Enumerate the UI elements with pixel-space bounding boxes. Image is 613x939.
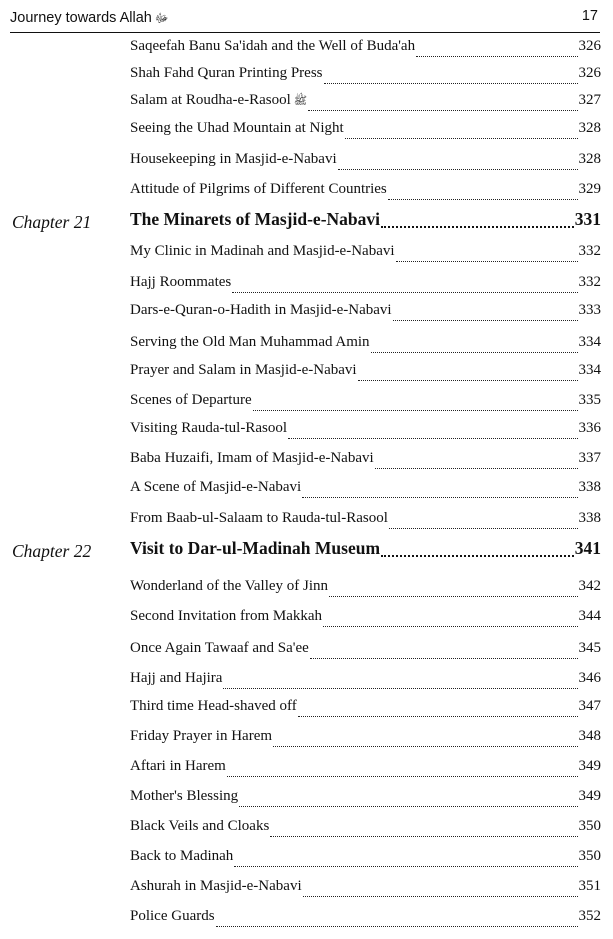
entry-title — [130, 758, 226, 775]
toc-entry — [130, 908, 601, 932]
book-title-text: Journey towards Allah — [10, 10, 152, 26]
dot-leader — [216, 925, 578, 927]
toc-entry — [130, 878, 601, 902]
dot-leader — [234, 865, 577, 867]
page-number: 17 — [581, 8, 598, 24]
toc-entry — [130, 578, 601, 602]
dot-leader — [253, 409, 578, 411]
chapter-heading-row — [130, 209, 601, 233]
dot-leader — [388, 198, 578, 200]
dot-leader — [396, 260, 578, 262]
entry-page-number: 332 — [578, 243, 601, 259]
chapter-page-number: 341 — [574, 538, 601, 558]
entry-page-number: 350 — [578, 848, 601, 864]
entry-page-number: 328 — [578, 120, 601, 136]
toc-entry — [130, 818, 601, 842]
dot-leader — [223, 687, 577, 689]
toc-entry — [130, 92, 601, 116]
dot-leader — [329, 595, 577, 597]
entry-page-number: 328 — [578, 151, 601, 167]
entry-title — [130, 38, 415, 55]
dot-leader — [381, 554, 574, 557]
entry-page-number: 335 — [578, 392, 601, 408]
entry-title — [130, 908, 215, 925]
entry-title-text: Ashurah in Masjid-e-Nabavi — [130, 878, 302, 894]
entry-title-text: Aftari in Harem — [130, 758, 226, 774]
entry-title-text: Housekeeping in Masjid-e-Nabavi — [130, 151, 337, 167]
entry-title — [130, 392, 252, 409]
toc-entry — [130, 392, 601, 416]
dot-leader — [298, 715, 578, 717]
entry-title-text: Third time Head-shaved off — [130, 698, 297, 714]
dot-leader — [381, 225, 574, 228]
entry-page-number: 329 — [578, 181, 601, 197]
entry-title — [130, 728, 272, 745]
entry-title-text: Serving the Old Man Muhammad Amin — [130, 334, 370, 350]
entry-title-text: Seeing the Uhad Mountain at Night — [130, 120, 344, 136]
entry-title — [130, 151, 337, 168]
toc-entry — [130, 274, 601, 298]
entry-title-text: Salam at Roudha-e-Rasool — [130, 92, 291, 108]
toc-entry — [130, 420, 601, 444]
entry-title — [130, 65, 323, 82]
entry-title — [130, 670, 222, 687]
entry-title-text: Dars-e-Quran-o-Hadith in Masjid-e-Nabavi — [130, 302, 392, 318]
honorific-glyph: ﷺ — [293, 95, 308, 107]
toc-entry — [130, 640, 601, 664]
toc-entry — [130, 608, 601, 632]
dot-leader — [338, 168, 578, 170]
chapter-page-number: 331 — [574, 209, 601, 229]
entry-page-number: 338 — [578, 510, 601, 526]
dot-leader — [270, 835, 577, 837]
toc-entry — [130, 243, 601, 267]
entry-title-text: Saqeefah Banu Sa'idah and the Well of Buda'ah — [130, 38, 416, 54]
dot-leader — [375, 467, 578, 469]
entry-page-number: 334 — [578, 334, 601, 350]
entry-page-number: 334 — [578, 362, 601, 378]
entry-title — [130, 479, 301, 496]
toc-entry — [130, 848, 601, 872]
entry-page-number: 333 — [578, 302, 601, 318]
honorific-glyph: ﷻ — [154, 11, 169, 25]
toc-entry — [130, 362, 601, 386]
entry-title — [130, 848, 233, 865]
entry-page-number: 332 — [578, 274, 601, 290]
entry-title-text: Visit to Dar-ul-Madinah Museum — [130, 538, 381, 558]
entry-title-text: The Minarets of Masjid-e-Nabavi — [130, 209, 380, 229]
toc-entry — [130, 510, 601, 534]
entry-title-text: Shah Fahd Quran Printing Press — [130, 65, 323, 81]
dot-leader — [324, 82, 578, 84]
toc-entry — [130, 38, 601, 62]
entry-page-number: 342 — [578, 578, 601, 594]
entry-title — [130, 640, 309, 657]
entry-title-text: Second Invitation from Makkah — [130, 608, 323, 624]
entry-title-text: My Clinic in Madinah and Masjid-e-Nabavi — [130, 243, 395, 259]
dot-leader — [273, 745, 577, 747]
entry-title-text: Black Veils and Cloaks — [130, 818, 270, 834]
toc-entry — [130, 728, 601, 752]
entry-title — [130, 243, 395, 260]
dot-leader — [303, 895, 578, 897]
dot-leader — [227, 775, 578, 777]
toc-entry — [130, 334, 601, 358]
entry-title-text: Mother's Blessing — [130, 788, 239, 804]
entry-title-text: A Scene of Masjid-e-Nabavi — [130, 479, 302, 495]
dot-leader — [239, 805, 577, 807]
entry-page-number: 346 — [578, 670, 601, 686]
dot-leader — [358, 379, 578, 381]
entry-page-number: 352 — [578, 908, 601, 924]
toc-entry — [130, 788, 601, 812]
chapter-label: Chapter 21 — [12, 212, 92, 232]
entry-title — [130, 334, 370, 351]
chapter-title — [130, 209, 380, 230]
entry-page-number: 347 — [578, 698, 601, 714]
entry-title-text: Scenes of Departure — [130, 392, 252, 408]
dot-leader — [288, 437, 577, 439]
chapter-heading-row — [130, 538, 601, 562]
chapter-title — [130, 538, 380, 559]
chapter-label: Chapter 22 — [12, 541, 92, 561]
entry-page-number: 349 — [578, 758, 601, 774]
dot-leader — [308, 109, 577, 111]
entry-page-number: 348 — [578, 728, 601, 744]
entry-title-text: Prayer and Salam in Masjid-e-Nabavi — [130, 362, 357, 378]
dot-leader — [302, 496, 577, 498]
dot-leader — [389, 527, 578, 529]
entry-title-text: Attitude of Pilgrims of Different Countries — [130, 181, 387, 197]
entry-title — [130, 698, 297, 715]
dot-leader — [371, 351, 578, 353]
entry-title-text: Visiting Rauda-tul-Rasool — [130, 420, 288, 436]
entry-title — [130, 92, 307, 110]
dot-leader — [416, 55, 577, 57]
entry-page-number: 336 — [578, 420, 601, 436]
entry-title — [130, 578, 328, 595]
entry-title — [130, 878, 302, 895]
toc-entry — [130, 479, 601, 503]
toc-entry — [130, 181, 601, 205]
entry-title-text: Back to Madinah — [130, 848, 234, 864]
toc-entry — [130, 65, 601, 89]
entry-page-number: 344 — [578, 608, 601, 624]
dot-leader — [393, 319, 578, 321]
dot-leader — [345, 137, 578, 139]
dot-leader — [323, 625, 577, 627]
entry-title — [130, 608, 322, 625]
entry-title-text: Baba Huzaifi, Imam of Masjid-e-Nabavi — [130, 450, 374, 466]
entry-page-number: 326 — [578, 38, 601, 54]
toc-entry — [130, 120, 601, 144]
entry-title — [130, 510, 388, 527]
toc-entry — [130, 758, 601, 782]
entry-title — [130, 302, 392, 319]
entry-title — [130, 420, 287, 437]
entry-title — [130, 362, 357, 379]
entry-title — [130, 818, 269, 835]
toc-entry — [130, 151, 601, 175]
entry-title-text: From Baab-ul-Salaam to Rauda-tul-Rasool — [130, 510, 388, 526]
entry-title-text: Friday Prayer in Harem — [130, 728, 273, 744]
entry-title — [130, 120, 344, 137]
entry-title-text: Once Again Tawaaf and Sa'ee — [130, 640, 309, 656]
toc-entry — [130, 698, 601, 722]
entry-page-number: 349 — [578, 788, 601, 804]
entry-page-number: 350 — [578, 818, 601, 834]
toc-entry — [130, 450, 601, 474]
dot-leader — [232, 291, 577, 293]
entry-page-number: 337 — [578, 450, 601, 466]
entry-page-number: 351 — [578, 878, 601, 894]
entry-title — [130, 450, 374, 467]
entry-title-text: Hajj Roommates — [130, 274, 232, 290]
entry-title — [130, 274, 231, 291]
entry-page-number: 338 — [578, 479, 601, 495]
entry-title — [130, 181, 387, 198]
entry-page-number: 327 — [578, 92, 601, 108]
toc-entry — [130, 670, 601, 694]
entry-title-text: Hajj and Hajira — [130, 670, 223, 686]
dot-leader — [310, 657, 578, 659]
entry-title — [130, 788, 238, 805]
entry-page-number: 345 — [578, 640, 601, 656]
entry-title-text: Wonderland of the Valley of Jinn — [130, 578, 329, 594]
toc-entry — [130, 302, 601, 326]
entry-title-text: Police Guards — [130, 908, 215, 924]
entry-page-number: 326 — [578, 65, 601, 81]
